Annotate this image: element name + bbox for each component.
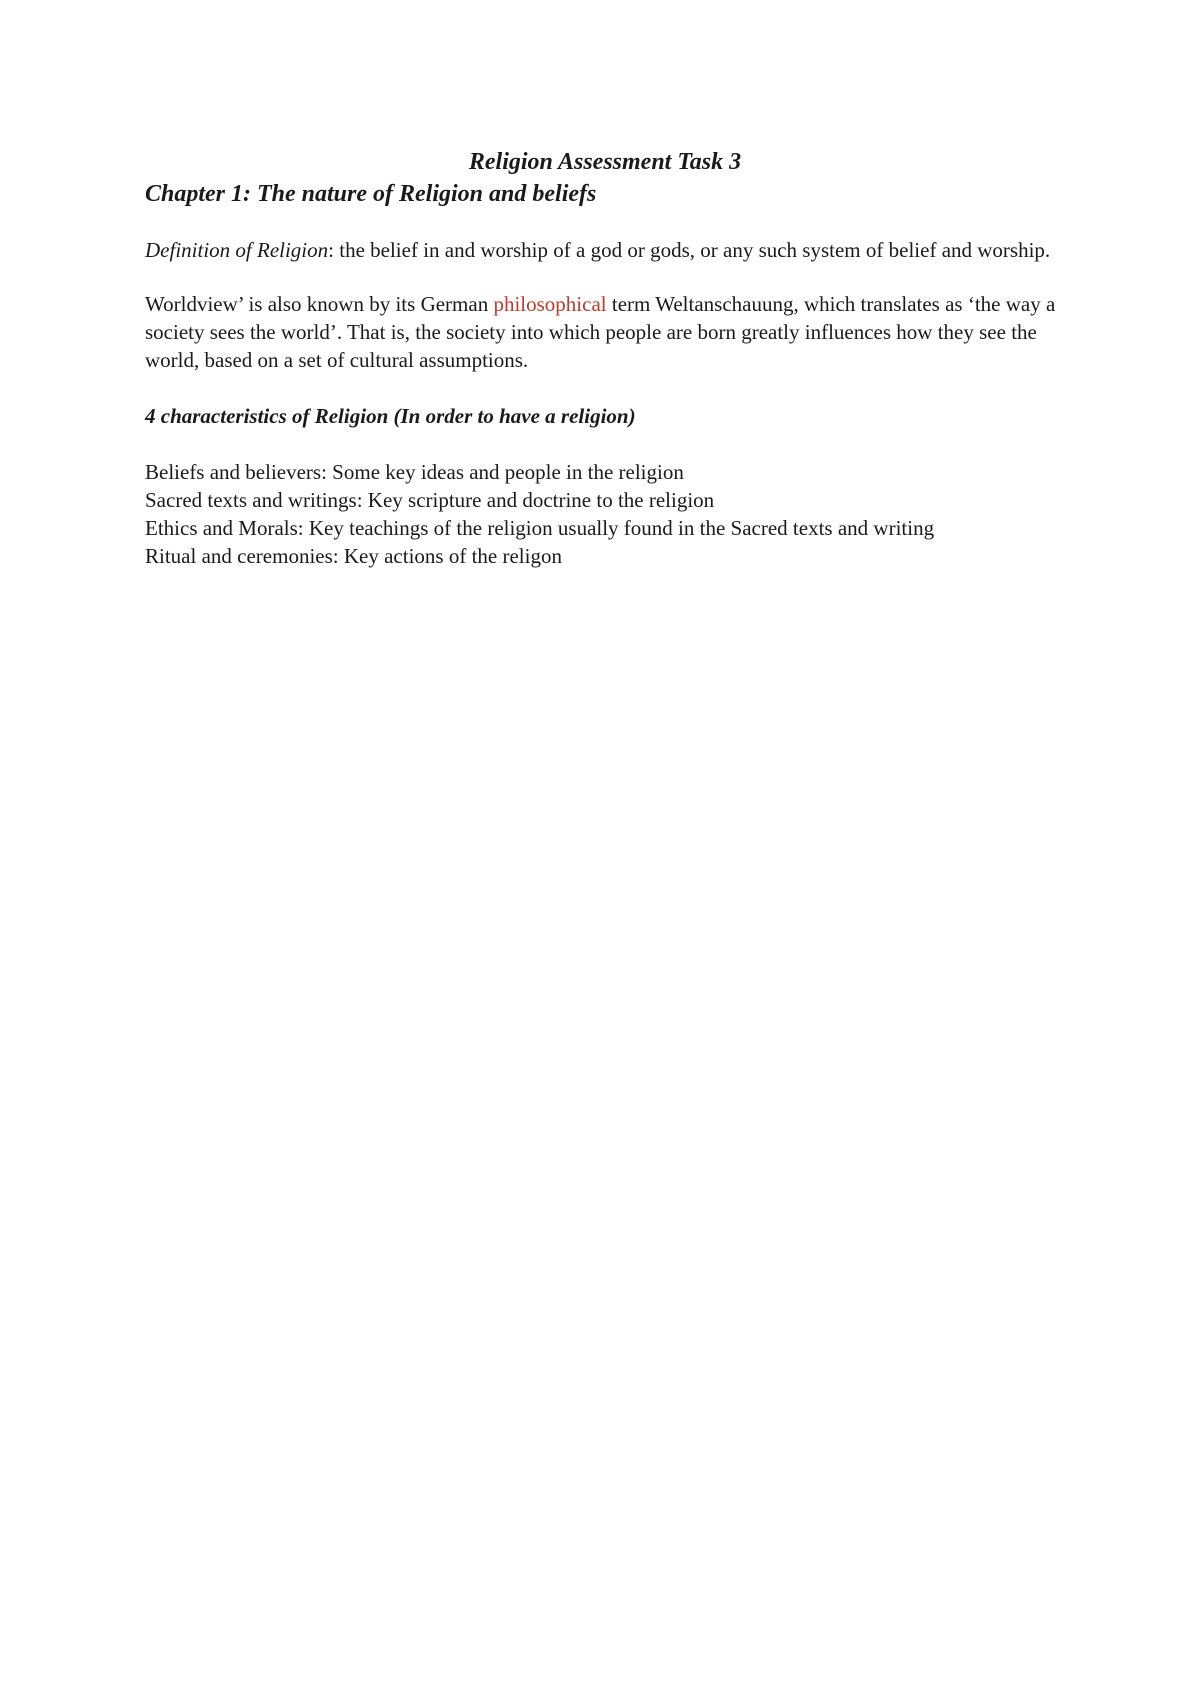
worldview-text-after: term Weltanschauung, which translates as ‘the way a society sees the world’. That is, the society into which people are born greatly influences how they see the world, based on a set of cultural assumptions. <box>145 292 1056 372</box>
characteristic-item: Ethics and Morals: Key teachings of the religion usually found in the Sacred texts and writing <box>145 516 935 540</box>
characteristics-list <box>145 458 1075 570</box>
document-body <box>145 146 1075 570</box>
characteristic-item: Ritual and ceremonies: Key actions of the religon <box>145 544 562 568</box>
chapter-heading: Chapter 1: The nature of Religion and beliefs <box>145 181 597 207</box>
characteristics-heading: 4 characteristics of Religion (In order to have a religion) <box>145 404 636 428</box>
definition-text: : the belief in and worship of a god or gods, or any such system of belief and worship. <box>328 238 1051 262</box>
document-title: Religion Assessment Task 3 <box>468 149 742 175</box>
definition-term: Definition of Religion <box>145 238 329 262</box>
characteristic-item: Sacred texts and writings: Key scripture and doctrine to the religion <box>145 488 715 512</box>
worldview-paragraph <box>145 290 1075 374</box>
characteristic-item: Beliefs and believers: Some key ideas and people in the religion <box>145 460 684 484</box>
definition-paragraph <box>145 236 1075 264</box>
worldview-text-before: Worldview’ is also known by its German <box>145 292 494 316</box>
worldview-highlight: philosophical <box>493 292 607 316</box>
